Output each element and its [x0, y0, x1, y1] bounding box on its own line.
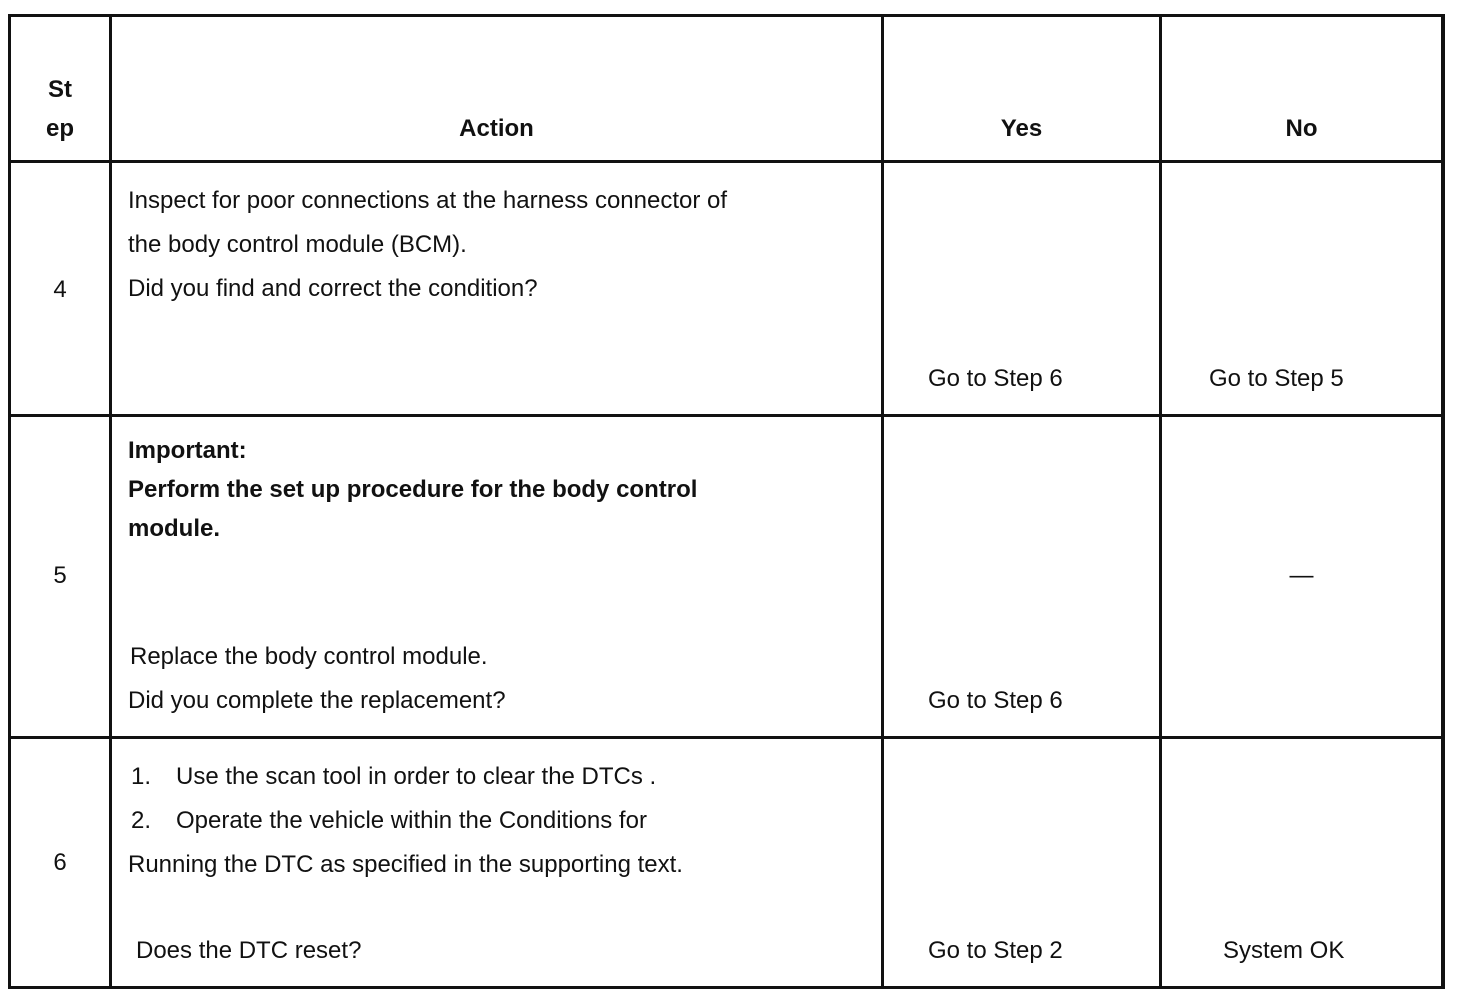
border-top [8, 14, 1445, 17]
row-divider-5-6 [8, 736, 1445, 739]
yes-result: Go to Step 6 [928, 687, 1063, 714]
header-step-line1: St [48, 76, 72, 103]
action-question: Did you find and correct the condition? [128, 275, 538, 302]
list-item-text: Operate the vehicle within the Conditions for [176, 807, 647, 834]
no-result: Go to Step 5 [1209, 365, 1344, 392]
border-right [1441, 14, 1445, 989]
row-divider-4-5 [8, 414, 1445, 417]
border-left [8, 14, 11, 989]
col-divider-yes [1159, 14, 1162, 989]
col-divider-action [881, 14, 884, 989]
header-action: Action [459, 115, 534, 142]
border-bottom [8, 986, 1445, 989]
step-number: 4 [53, 276, 67, 303]
header-no: No [1285, 115, 1318, 142]
header-yes: Yes [1000, 115, 1043, 142]
important-label: Important: [128, 437, 247, 464]
header-step-line2: ep [45, 115, 74, 142]
action-question: Does the DTC reset? [136, 937, 362, 964]
no-result: System OK [1223, 937, 1345, 964]
list-item-text: Use the scan tool in order to clear the DTCs . [176, 763, 657, 790]
action-continuation: Running the DTC as specified in the supporting text. [128, 851, 683, 878]
yes-result: Go to Step 6 [928, 365, 1063, 392]
step-number: 6 [53, 849, 67, 876]
col-divider-step [109, 14, 112, 989]
important-note: Perform the set up procedure for the body control [128, 476, 698, 503]
no-result-dash: — [1289, 562, 1314, 589]
list-number: 1. [131, 763, 152, 790]
action-question: Did you complete the replacement? [128, 687, 506, 714]
action-text: Replace the body control module. [130, 643, 488, 670]
action-text: Inspect for poor connections at the harness connector of [128, 187, 728, 214]
header-divider [8, 160, 1445, 163]
list-number: 2. [131, 807, 152, 834]
important-note: module. [128, 515, 221, 542]
step-number: 5 [53, 562, 67, 589]
action-text: the body control module (BCM). [128, 231, 467, 258]
diagnostic-table [8, 14, 1445, 989]
yes-result: Go to Step 2 [928, 937, 1063, 964]
